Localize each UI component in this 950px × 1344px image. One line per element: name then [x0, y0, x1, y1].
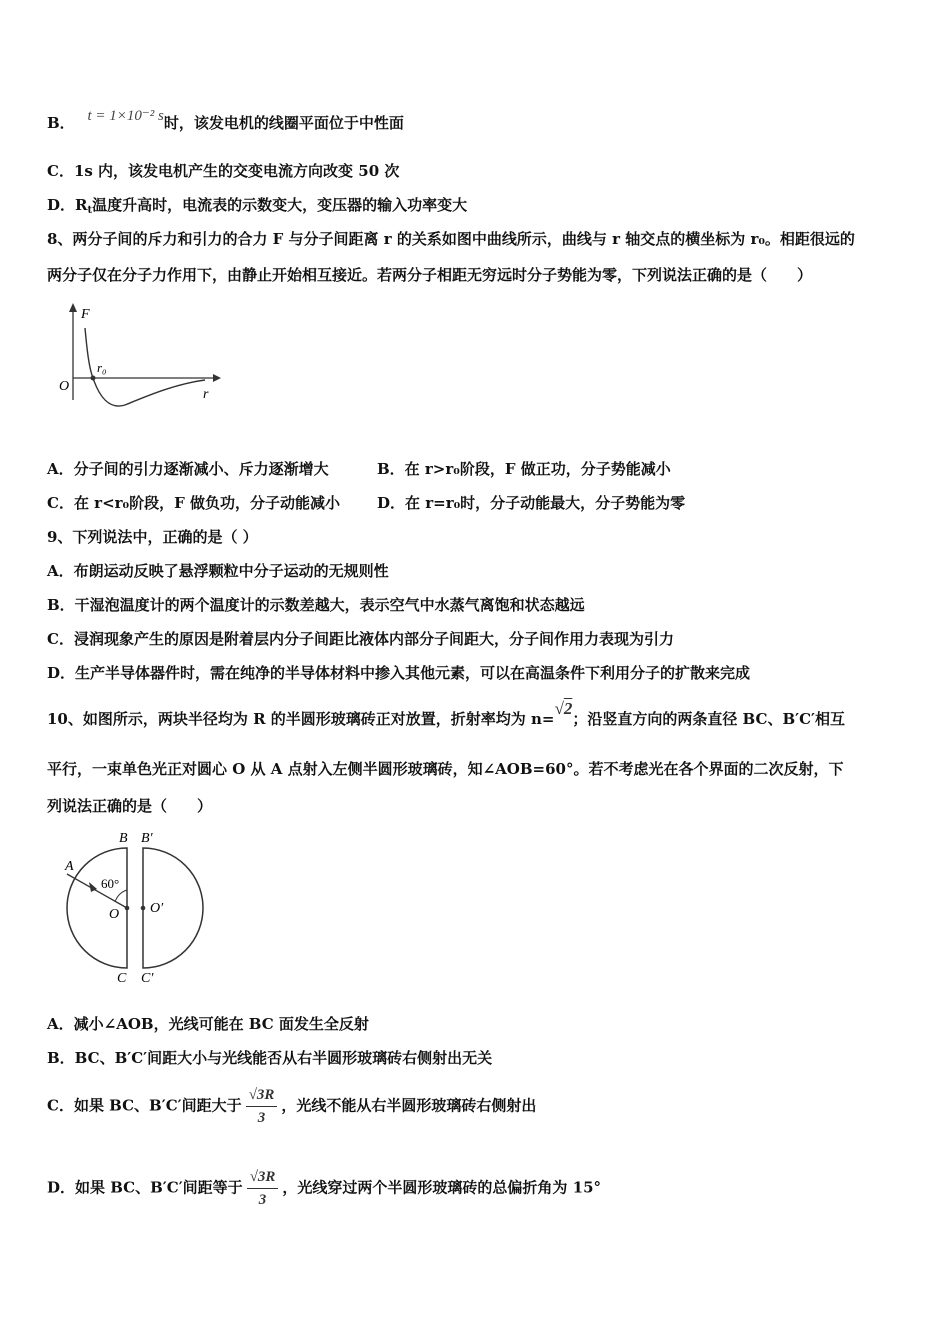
- label-a: A: [65, 859, 74, 874]
- q8-option-b: B．在 r>r₀阶段，F 做正功，分子势能减小: [377, 460, 671, 478]
- q8-option-a: A．分子间的引力逐渐减小、斥力逐渐增大: [47, 460, 329, 478]
- q10-stem-line3: 列说法正确的是（ ）: [47, 797, 213, 815]
- sqrt-2: √2: [554, 699, 573, 718]
- q7-option-c: C．1s 内，该发电机产生的交变电流方向改变 50 次: [47, 162, 400, 180]
- fraction-sqrt3r-over-3: $\frac{√3R}{3}$: [247, 1166, 279, 1211]
- q9-option-c: C．浸润现象产生的原因是附着层内分子间距比液体内部分子间距大，分子间作用力表现为引力: [47, 630, 674, 648]
- f-axis-label: F: [81, 307, 90, 322]
- q10-option-b: B．BC、B′C′间距大小与光线能否从右半圆形玻璃砖右侧射出无关: [47, 1049, 493, 1067]
- q7-option-b: B． t = 1×10⁻² s时，该发电机的线圈平面位于中性面: [47, 108, 404, 132]
- fraction-sqrt3r-over-3: $\frac{√3R}{3}$: [246, 1084, 278, 1129]
- label-c: C: [117, 971, 127, 986]
- r0-label: r₀: [97, 360, 107, 375]
- r0-point: [91, 376, 96, 381]
- q7-option-d: D．$R_t$温度升高时，电流表的示数变大，变压器的输入功率变大: [47, 196, 468, 216]
- q9-option-d: D．生产半导体器件时，需在纯净的半导体材料中掺入其他元素，可以在高温条件下利用分子的扩散来完成: [47, 664, 751, 682]
- q10-option-a: A．减小∠AOB，光线可能在 BC 面发生全反射: [47, 1015, 369, 1033]
- q8-stem-line1: 8、两分子间的斥力和引力的合力 F 与分子间距离 r 的关系如图中曲线所示，曲线与 r 轴交点的横坐标为 r₀。相距很远的: [47, 230, 855, 248]
- q10-option-d: D．如果 BC、B′C′间距等于 $\frac{√3R}{3}$ ，光线穿过两个半圆形玻璃砖的总偏折角为 15°: [47, 1166, 601, 1211]
- glass-semicircles-figure: [55, 826, 215, 986]
- q9-option-b: B．干湿泡温度计的两个温度计的示数差越大，表示空气中水蒸气离饱和状态越远: [47, 596, 585, 614]
- label-b: B: [119, 831, 128, 846]
- q9-stem: 9、下列说法中，正确的是（ ）: [47, 528, 258, 546]
- label-b-prime: B′: [141, 831, 153, 846]
- center-o: [125, 906, 130, 911]
- q10-stem-line2: 平行，一束单色光正对圆心 O 从 A 点射入左侧半圆形玻璃砖，知∠AOB=60°。若不考虑光在各个界面的二次反射，下: [47, 760, 844, 778]
- r-axis-label: r: [203, 387, 209, 402]
- label-o-prime: O′: [150, 901, 164, 916]
- q7-formula: t = 1×10⁻² s: [87, 108, 164, 124]
- center-o-prime: [141, 906, 146, 911]
- label-c-prime: C′: [141, 971, 154, 986]
- r-axis-arrow: [213, 374, 221, 382]
- q10-option-c: C．如果 BC、B′C′间距大于 $\frac{√3R}{3}$ ，光线不能从右半圆形玻璃砖右侧射出: [47, 1084, 536, 1129]
- label-o: O: [109, 907, 120, 922]
- label-angle: 60°: [101, 876, 120, 891]
- q10-stem-line1: 10、如图所示，两块半径均为 R 的半圆形玻璃砖正对放置，折射率均为 n=√2；沿竖直方向的两条直径 BC、B′C′相互: [47, 699, 845, 728]
- q9-option-a: A．布朗运动反映了悬浮颗粒中分子运动的无规则性: [47, 562, 389, 580]
- q8-option-d: D．在 r=r₀时，分子动能最大，分子势能为零: [377, 494, 686, 512]
- q8-option-c: C．在 r<r₀阶段，F 做负功，分子动能减小: [47, 494, 340, 512]
- angle-arc: [115, 890, 127, 902]
- origin-label: O: [59, 379, 70, 394]
- q8-stem-line2: 两分子仅在分子力作用下，由静止开始相互接近。若两分子相距无穷远时分子势能为零，下列说法正确的是（ ）: [47, 266, 813, 284]
- f-axis-arrow: [69, 303, 77, 312]
- force-distance-graph: [55, 300, 225, 410]
